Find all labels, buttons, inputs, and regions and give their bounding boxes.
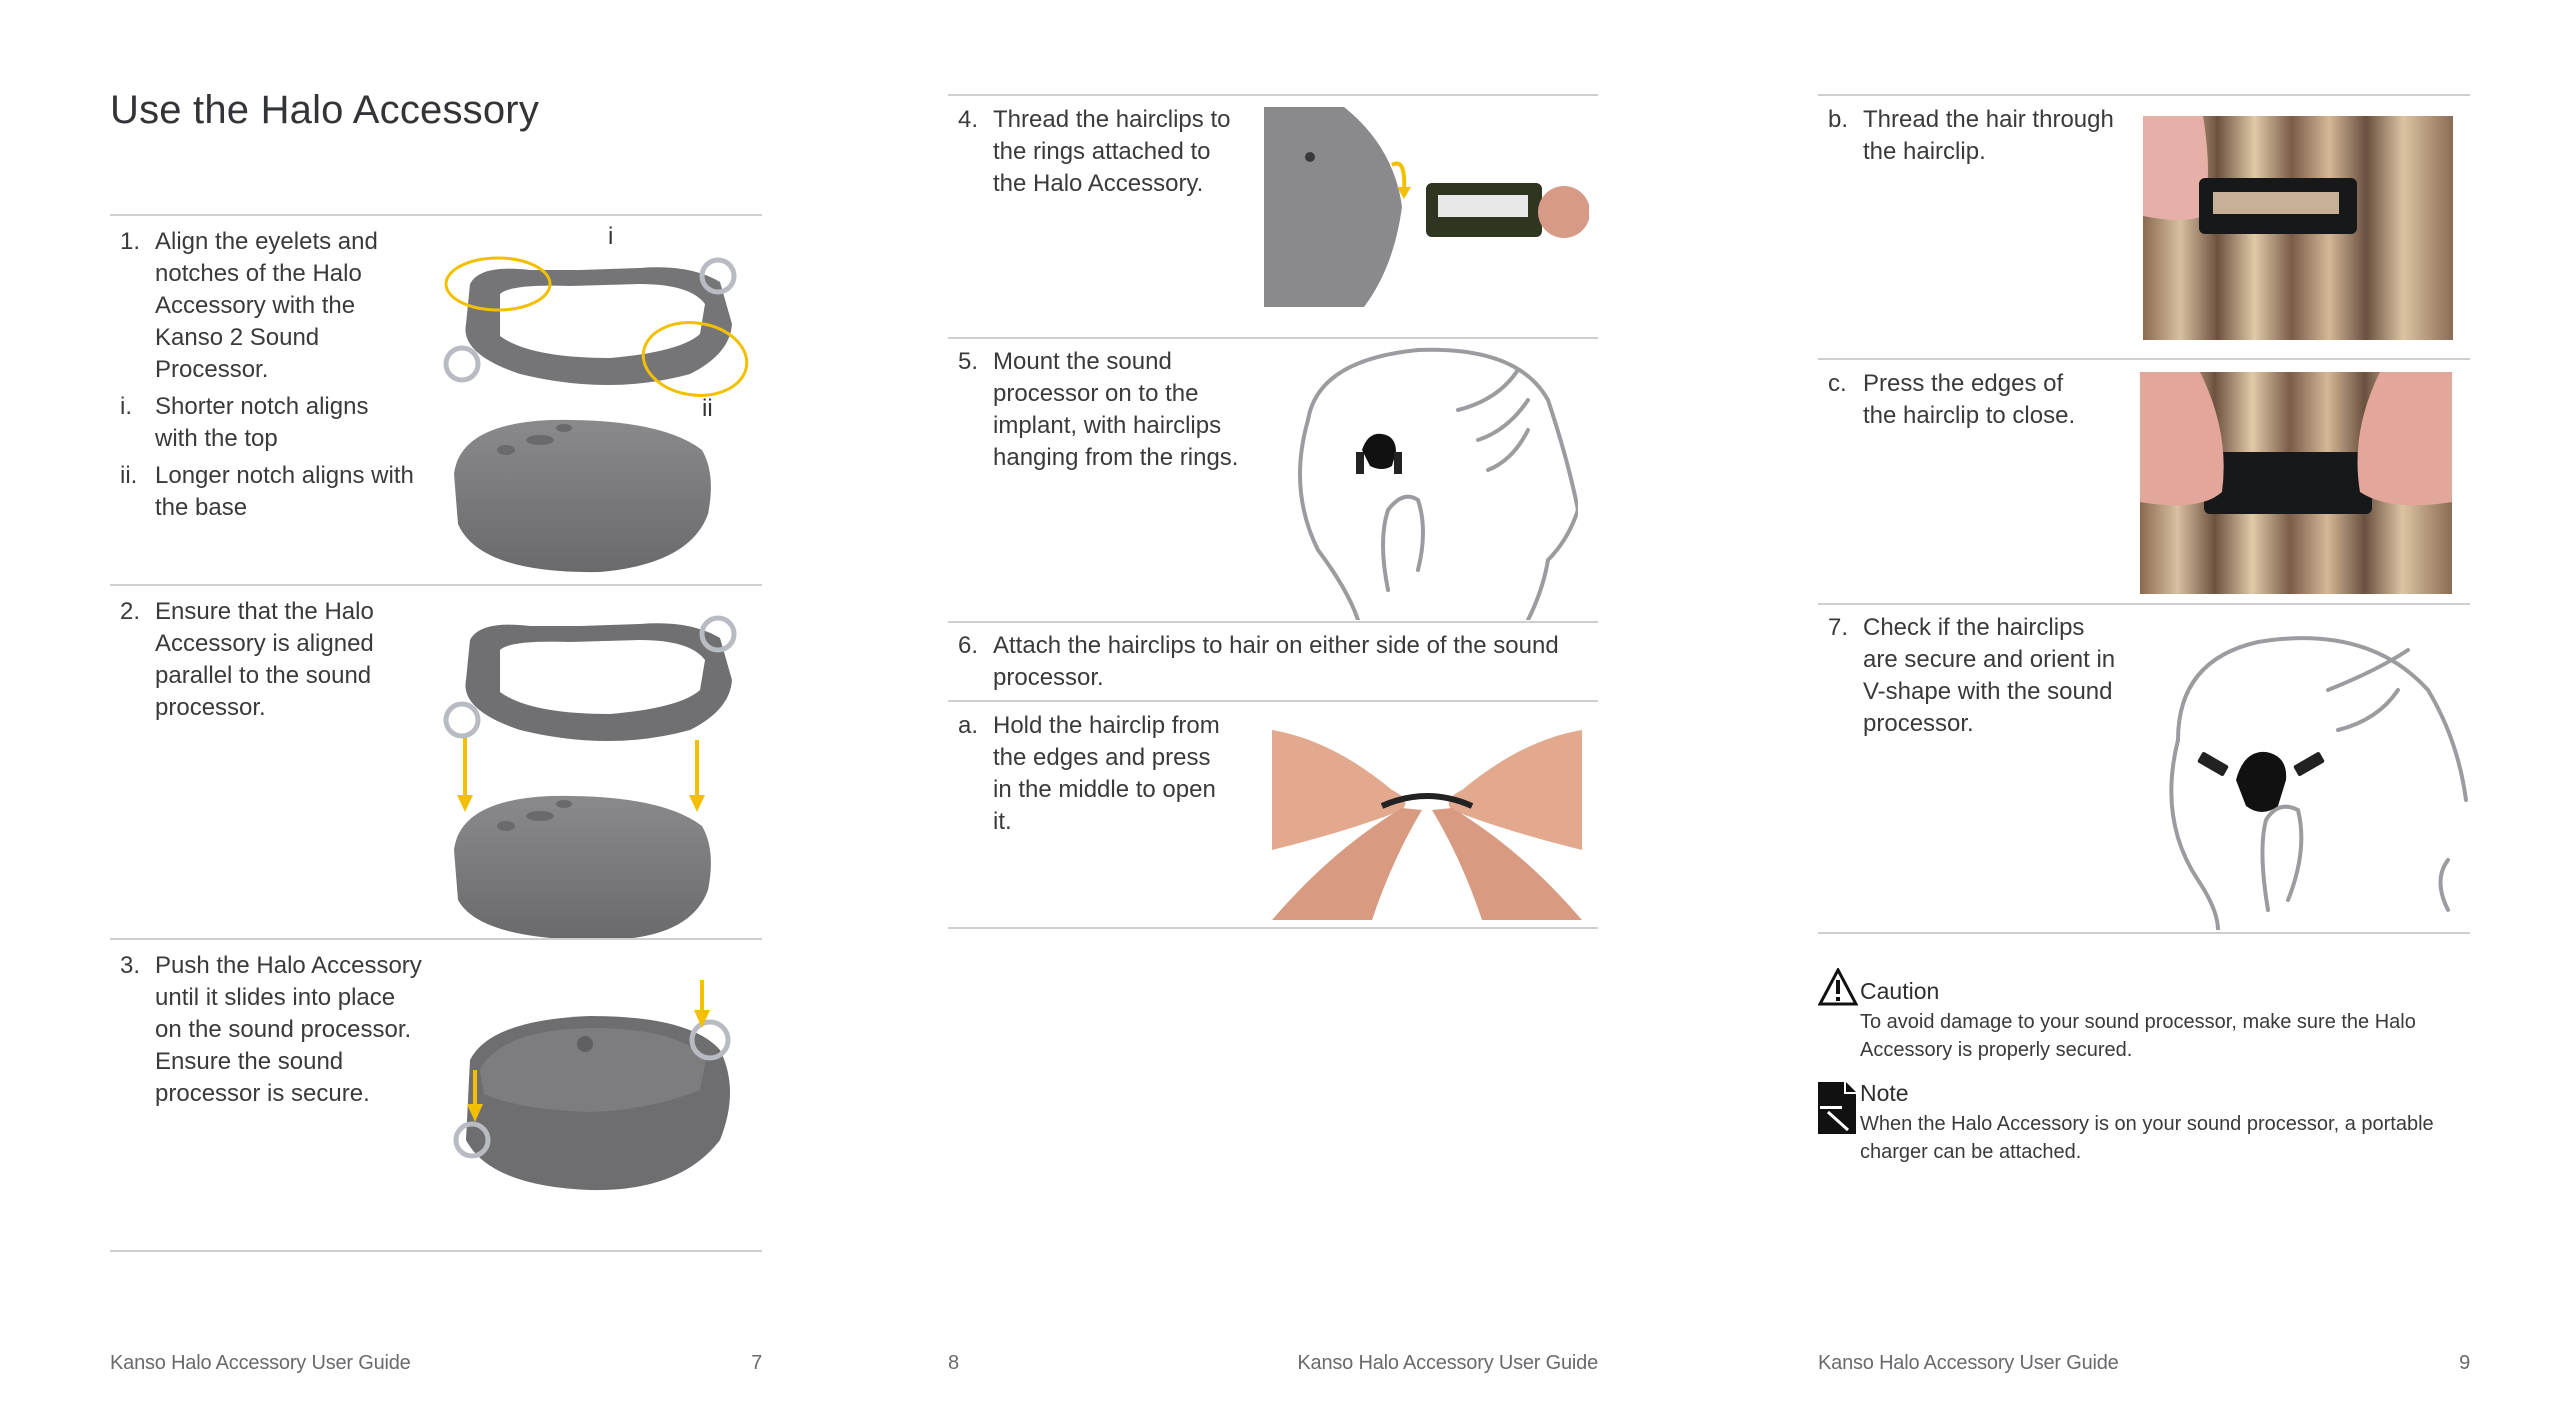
footer-title: Kanso Halo Accessory User Guide (110, 1352, 411, 1374)
step-number: 4. (958, 106, 979, 133)
hairclip-open-photo (1272, 730, 1582, 920)
footer-title: Kanso Halo Accessory User Guide (1297, 1352, 1598, 1374)
divider (110, 584, 762, 586)
head-mount-illustration (1278, 340, 1578, 620)
hair-close-photo (2140, 372, 2452, 594)
step-text: Thread the hair through the hairclip. (1863, 106, 2114, 165)
step-2 (110, 596, 410, 724)
halo-attached-figure (450, 980, 750, 1200)
halo-alignment-figure (440, 224, 770, 584)
step-number: 6. (958, 632, 979, 659)
step-number: 1. (120, 228, 141, 255)
svg-text:i: i (608, 224, 614, 250)
note-title: Note (1860, 1080, 1909, 1106)
divider (948, 927, 1598, 929)
substep-number: i. (120, 393, 132, 420)
divider (110, 214, 762, 216)
page-number: 8 (948, 1352, 959, 1374)
substep-i (110, 391, 440, 455)
step-text: Thread the hairclips to the rings attached to the Halo Accessory. (993, 106, 1231, 197)
divider (948, 621, 1598, 623)
step-number: 3. (120, 952, 141, 979)
note-notice (1818, 1080, 2468, 1190)
step-1 (110, 226, 440, 524)
step-number: 5. (958, 348, 979, 375)
step-number: a. (958, 712, 979, 739)
page-number: 7 (751, 1352, 762, 1374)
divider (110, 1250, 762, 1252)
caution-title: Caution (1860, 978, 1940, 1004)
step-4 (948, 104, 1248, 200)
step-text: Ensure that the Halo Accessory is aligned parallel to the sound processor. (155, 598, 374, 721)
step-7 (1818, 612, 2118, 740)
step-b (1818, 104, 2138, 168)
footer-title: Kanso Halo Accessory User Guide (1818, 1352, 2119, 1374)
step-text: Press the edges of the hairclip to close. (1863, 370, 2076, 429)
step-text: Check if the hairclips are secure and orient in V-shape with the sound processor. (1863, 614, 2116, 737)
step-text: Mount the sound processor on to the implant, with hairclips hanging from the rings. (993, 348, 1239, 471)
note-document-icon (1818, 1082, 1856, 1134)
page-9 (1818, 0, 2470, 1414)
substep-text: Longer notch aligns with the base (155, 462, 414, 521)
hair-thread-photo (2143, 116, 2453, 340)
divider (1818, 358, 2470, 360)
divider (948, 94, 1598, 96)
divider (1818, 932, 2470, 934)
page-7 (110, 0, 762, 1414)
step-5 (948, 346, 1248, 474)
note-text: When the Halo Accessory is on your sound processor, a portable charger can be attached. (1860, 1113, 2434, 1163)
divider (948, 700, 1598, 702)
page-number: 9 (2459, 1352, 2470, 1374)
step-number: b. (1828, 106, 1849, 133)
step-number: 2. (120, 598, 141, 625)
svg-text:ii: ii (702, 395, 713, 422)
hairclip-thread-photo (1264, 107, 1589, 307)
page-title: Use the Halo Accessory (110, 88, 540, 132)
page-8 (948, 0, 1598, 1414)
step-text: Hold the hairclip from the edges and press in the middle to open it. (993, 712, 1220, 835)
caution-notice (1818, 968, 2468, 1068)
step-6 (948, 630, 1588, 694)
step-text: Push the Halo Accessory until it slides into place on the sound processor. Ensure the sound processor is secure. (155, 952, 422, 1107)
step-c (1818, 368, 2118, 432)
head-vshape-illustration (2148, 620, 2468, 930)
substep-number: ii. (120, 462, 138, 489)
divider (1818, 603, 2470, 605)
divider (1818, 94, 2470, 96)
caution-text: To avoid damage to your sound processor, make sure the Halo Accessory is properly secured. (1860, 1011, 2416, 1061)
substep-ii (110, 460, 440, 524)
step-number: 7. (1828, 614, 1849, 641)
halo-parallel-figure (440, 600, 770, 940)
step-3 (110, 950, 440, 1110)
step-text: Attach the hairclips to hair on either side of the sound processor. (993, 632, 1559, 691)
step-text: Align the eyelets and notches of the Halo Accessory with the Kanso 2 Sound Processor. (155, 228, 378, 383)
divider (110, 938, 762, 940)
warning-triangle-icon (1818, 968, 1858, 1006)
substep-text: Shorter notch aligns with the top (155, 393, 369, 452)
step-number: c. (1828, 370, 1847, 397)
divider (948, 337, 1598, 339)
step-6a (948, 710, 1248, 838)
